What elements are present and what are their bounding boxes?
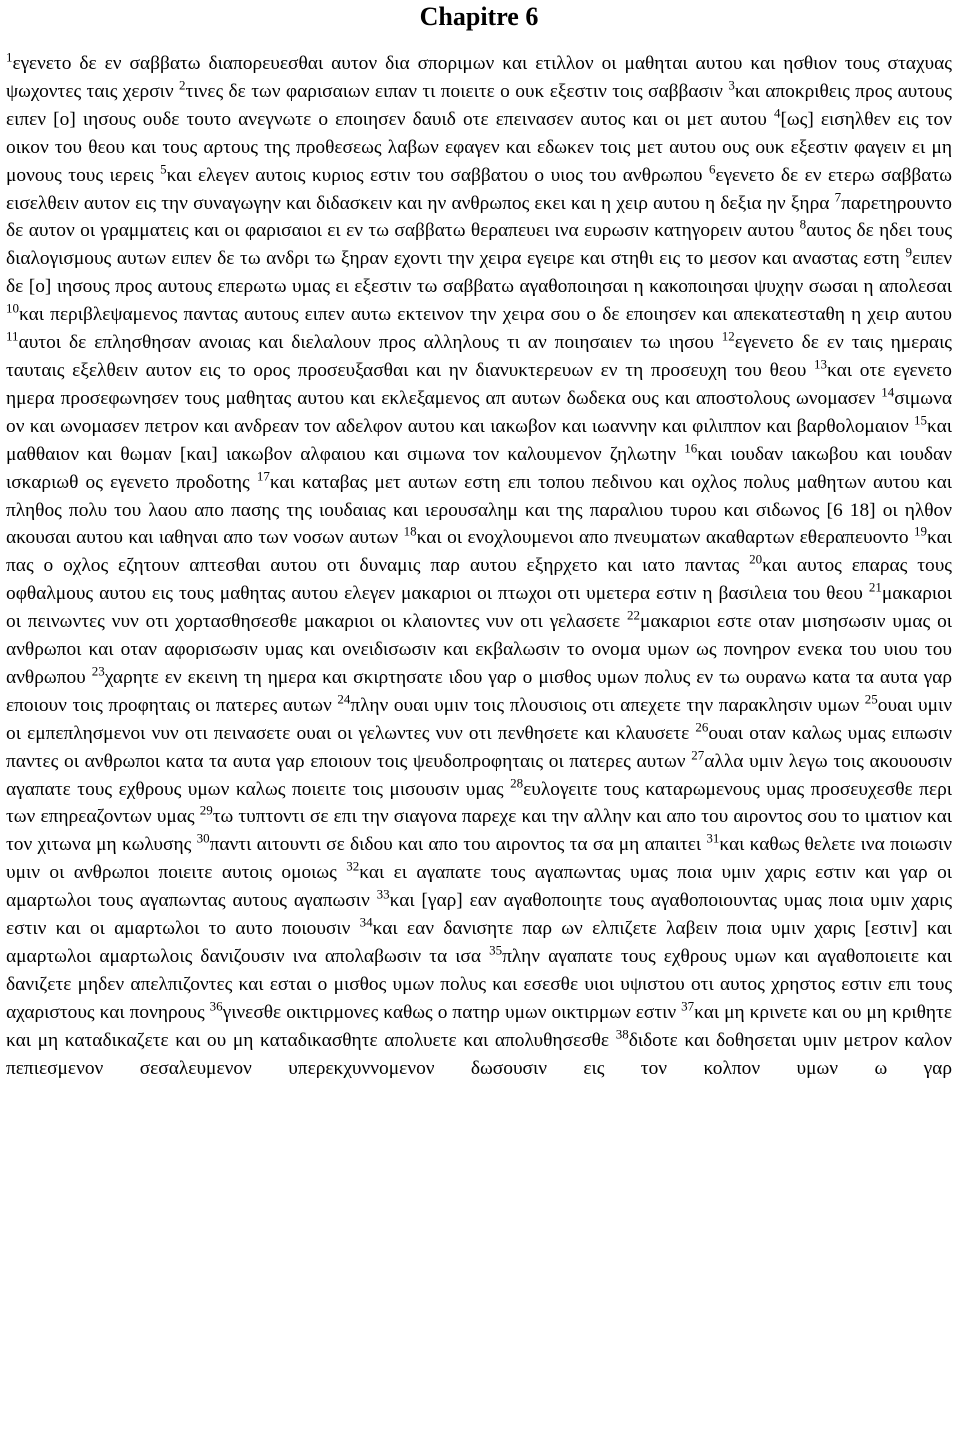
verse-text: αλλα υμιν λεγω τοις ακουουσιν αγαπατε τους εχθρους υμων καλως ποιειτε τοις μισουσιν υμας — [6, 750, 952, 800]
verse-number: 34 — [359, 914, 373, 930]
verse-text: παντι αιτουντι σε διδου και απο του αιροντος τα σα μη απαιτει — [209, 834, 707, 856]
verse-text: τινες δε των φαρισαιων ειπαν τι ποιειτε ο ουκ εξεστιν τοις σαββασιν — [185, 80, 729, 102]
verse-text: [ως] εισηλθεν εις τον οικον του θεου και τους αρτους της προθεσεως λαβων εφαγεν και εδωκεν τοις μετ αυτου ους ουκ εξεστιν φαγειν ει μη μονους τους ιερεις — [6, 108, 952, 186]
verse-text: και αποκριθεις προς αυτους ειπεν [ο] ιησους ουδε τουτο ανεγνωτε ο εποιησεν δαυιδ οτε επεινασεν αυτος και οι μετ αυτου — [6, 80, 952, 130]
verse-number: 18 — [403, 523, 417, 539]
verse-number: 21 — [868, 579, 882, 595]
verse-number: 20 — [749, 551, 763, 567]
verse-text: και καθως θελετε ινα ποιωσιν υμιν οι ανθρωποι ποιειτε αυτοις ομοιως — [6, 834, 952, 884]
verse-text: και καταβας μετ αυτων εστη επι τοπου πεδινου και οχλος πολυς μαθητων αυτου και πληθος πολυ του λαου απο πασης της ιουδαιας και ιερουσαλημ και της παραλιου τυρου και σιδωνος [6 18] οι ηλθον ακουσαι αυτου και ιαθηναι απο των νοσων αυτων — [6, 471, 952, 549]
chapter-title: Chapitre 6 — [419, 2, 539, 31]
verse-text: και εαν δανισητε παρ ων ελπιζετε λαβειν ποια υμιν χαρις [εστιν] και αμαρτωλοι αμαρτωλοις δανιζουσιν ινα απολαβωσιν τα ισα — [6, 918, 952, 967]
verse-number: 1 — [6, 49, 13, 65]
verse-text: αυτος δε ηδει τους διαλογισμους αυτων ειπεν δε τω ανδρι τω ξηραν εχοντι την χειρα εγειρε και στηθι εις το μεσον και αναστας εστη — [6, 220, 952, 270]
verse-number: 10 — [6, 300, 19, 316]
verse-number: 5 — [160, 161, 167, 177]
verse-text: και οτε εγενετο ημερα προσεφωνησεν τους μαθητας αυτου και εκλεξαμενος απ αυτων δωδεκα ους και αποστολους ωνομασεν — [6, 359, 952, 409]
verse-text: και περιβλεψαμενος παντας αυτους ειπεν αυτω εκτεινον την χειρα σου ο δε εποιησεν και απεκατεσταθη η χειρ αυτου — [19, 304, 952, 326]
verse-number: 3 — [728, 77, 735, 93]
verse-text: παρετηρουντο δε αυτον οι γραμματεις και οι φαρισαιοι ει εν τω σαββατω θεραπευει ινα ευρωσιν κατηγορειν αυτου — [6, 192, 952, 242]
verse-number: 2 — [179, 77, 186, 93]
verse-number: 32 — [346, 858, 360, 874]
verse-text: ευλογειτε τους καταρωμενους υμας προσευχεσθε περι των επηρεαζοντων υμας — [6, 778, 953, 828]
verse-text: και οι ενοχλουμενοι απο πνευματων ακαθαρτων εθεραπευοντο — [416, 527, 915, 549]
verse-text: μακαριοι οι πεινωντες νυν οτι χορτασθησεσθε μακαριοι οι κλαιοντες νυν οτι γελασετε — [6, 583, 952, 633]
verse-number: 11 — [6, 328, 19, 344]
verse-text: και αυτος επαρας τους οφθαλμους αυτου εις τους μαθητας αυτου ελεγεν μακαριοι οι πτωχοι οτι υμετερα εστιν η βασιλεια του θεου — [6, 555, 952, 605]
verse-text: εγενετο δε εν ετερω σαββατω εισελθειν αυτον εις την συναγωγην και διδασκειν και ην ανθρωπος εκει και η χειρ αυτου η δεξια ην ξηρα — [6, 164, 953, 214]
verse-number: 31 — [706, 830, 720, 846]
verse-number: 13 — [814, 356, 828, 372]
verse-number: 35 — [489, 942, 503, 958]
verse-text: και ελεγεν αυτοις κυριος εστιν του σαββατου ο υιος του ανθρωπου — [166, 164, 709, 186]
verse-number: 15 — [914, 412, 928, 428]
verse-number: 29 — [199, 803, 213, 818]
verse-text: ειπεν δε [ο] ιησους προς αυτους επερωτω υμας ει εξεστιν τω σαββατω αγαθοποιησαι η κακοποιησαι ψυχην σωσαι η απολεσαι — [6, 248, 952, 298]
verse-number: 6 — [708, 161, 716, 177]
verse-number: 7 — [834, 189, 842, 205]
verse-text: και ιουδαν ιακωβου και ιουδαν ισκαριωθ ος εγενετο προδοτης — [6, 443, 952, 493]
verse-number: 23 — [91, 663, 105, 679]
verse-text: πλην ουαι υμιν τοις πλουσιοις οτι απεχετε την παρακλησιν υμων — [350, 694, 865, 716]
verse-number: 19 — [914, 523, 928, 539]
verse-number: 17 — [256, 468, 270, 484]
verse-text: αυτοι δε επλησθησαν ανοιας και διελαλουν προς αλληλους τι αν ποιησαιεν τω ιησου — [18, 332, 722, 354]
verse-number: 14 — [881, 384, 895, 400]
verse-number: 4 — [773, 105, 781, 121]
verse-number: 38 — [615, 1026, 629, 1042]
verse-number: 25 — [864, 691, 878, 707]
chapter-body — [6, 50, 952, 1083]
verse-number: 12 — [721, 328, 735, 344]
verse-text: τω τυπτοντι σε επι την σιαγονα παρεχε και την αλλην και απο του αιροντος σου το ιματιον και τον χιτωνα μη κωλυσης — [6, 806, 952, 856]
verse-number: 24 — [337, 691, 351, 707]
verse-number: 9 — [905, 244, 912, 260]
verse-text: πλην αγαπατε τους εχθρους υμων και αγαθοποιειτε και δανιζετε μηδεν απελπιζοντες και εσται ο μισθος υμων πολυς και εσεσθε υιοι υψιστου οτι αυτος χρηστος εστιν επι τους αχαριστους και πονηρους — [6, 946, 952, 1023]
verse-number: 26 — [695, 719, 709, 735]
verse-number: 22 — [627, 607, 641, 623]
verse-text: και πας ο οχλος εζητουν απτεσθαι αυτου οτι δυναμις παρ αυτου εξηρχετο και ιατο παντας — [6, 527, 952, 577]
verse-text: εγενετο δε εν ταις ημεραις ταυταις εξελθειν αυτον εις το ορος προσευξασθαι και ην διανυκτερευων εν τη προσευχη του θεου — [6, 332, 952, 381]
verse-text: ουαι υμιν οι εμπεπλησμενοι νυν οτι πεινασετε ουαι οι γελωντες νυν οτι πενθησετε και κλαυσετε — [6, 694, 952, 744]
verse-text: και [γαρ] εαν αγαθοποιητε τους αγαθοποιουντας υμας ποια υμιν χαρις εστιν και οι αμαρτωλοι το αυτο ποιουσιν — [6, 890, 952, 940]
verse-text: ουαι οταν καλως υμας ειπωσιν παντες οι ανθρωποι κατα τα αυτα γαρ εποιουν τοις ψευδοπροφηταις οι πατερες αυτων — [6, 722, 953, 772]
verse-number: 16 — [684, 440, 698, 456]
verse-number: 8 — [799, 216, 807, 232]
verse-text: χαρητε εν εκεινη τη ημερα και σκιρτησατε ιδου γαρ ο μισθος υμων πολυς εν τω ουρανω κατα τα αυτα γαρ εποιουν τοις προφηταις οι πατερες αυτων — [6, 666, 952, 716]
verse-number: 36 — [209, 998, 223, 1014]
verse-text: και μη κρινετε και ου μη κριθητε και μη καταδικαζετε και ου μη καταδικασθητε απολυετε και απολυθησεσθε — [6, 1001, 952, 1051]
verse-text: γινεσθε οικτιρμονες καθως ο πατηρ υμων οικτιρμων εστιν — [222, 1001, 682, 1023]
verse-text: σιμωνα ον και ωνομασεν πετρον και ανδρεαν τον αδελφον αυτου και ιακωβον και ιωαννην και φιλιππον και βαρθολομαιον — [6, 387, 952, 437]
verse-text: εγενετο δε εν σαββατω διαπορευεσθαι αυτον δια σποριμων και ετιλλον οι μαθηται αυτου και ησθιον τους σταχυας ψωχοντες ταις χερσιν — [6, 53, 952, 102]
verse-number: 37 — [681, 998, 695, 1014]
verse-text: και ει αγαπατε τους αγαπωντας υμας ποια υμιν χαρις εστιν και γαρ οι αμαρτωλοι τους αγαπωντας αυτους αγαπωσιν — [6, 862, 952, 912]
verse-number: 27 — [691, 747, 705, 763]
verse-text: και μαθθαιον και θωμαν [και] ιακωβον αλφαιου και σιμωνα τον καλουμενον ζηλωτην — [6, 415, 952, 465]
verse-text: μακαριοι εστε οταν μισησωσιν υμας οι ανθρωποι και οταν αφορισωσιν υμας και ονειδισωσιν και εκβαλωσιν το ονομα υμων ως πονηρον ενεκα του υιου του ανθρωπου — [6, 611, 952, 688]
verse-text: διδοτε και δοθησεται υμιν μετρον καλον πεπιεσμενον σεσαλευμενον υπερεκχυννομενον δωσουσιν εις τον κολπον υμων ω γαρ — [6, 1029, 952, 1079]
verse-number: 33 — [376, 886, 390, 902]
verse-number: 28 — [510, 775, 524, 791]
verse-number: 30 — [196, 830, 210, 846]
